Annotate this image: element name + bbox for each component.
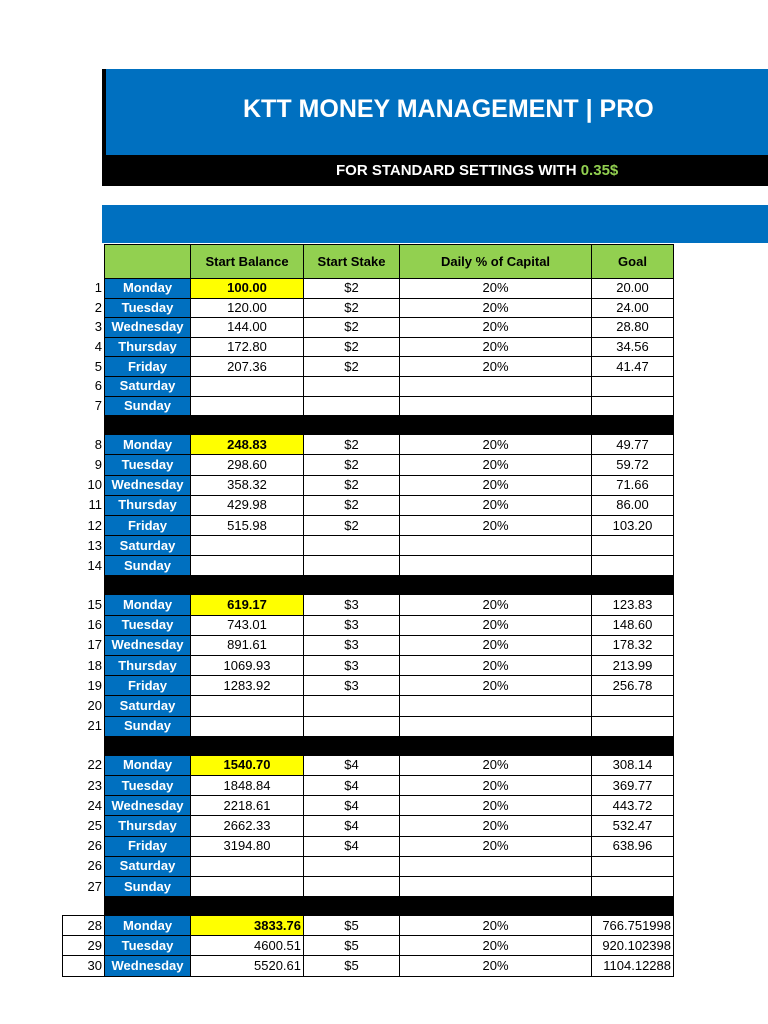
goal-cell: 1104.12288	[592, 956, 674, 976]
row-number: 19	[87, 677, 102, 693]
week-separator	[63, 416, 674, 435]
separator-cell	[105, 897, 191, 916]
start-balance-cell	[191, 856, 304, 876]
goal-cell: 34.56	[592, 337, 674, 357]
separator-cell	[191, 416, 304, 435]
start-balance-cell	[191, 536, 304, 556]
row-number: 7	[94, 397, 102, 413]
separator-cell	[304, 736, 400, 755]
goal-cell	[592, 536, 674, 556]
row-number: 24	[87, 797, 102, 813]
start-stake-cell: $2	[304, 455, 400, 475]
week-separator	[63, 736, 674, 755]
day-cell: Wednesday	[105, 956, 191, 976]
row-number: 8	[94, 436, 102, 452]
separator-cell	[400, 416, 592, 435]
row-number: 14	[87, 557, 102, 573]
goal-cell: 256.78	[592, 676, 674, 696]
day-cell: Tuesday	[105, 775, 191, 795]
goal-cell: 148.60	[592, 615, 674, 635]
separator-cell	[592, 576, 674, 595]
goal-cell	[592, 696, 674, 716]
start-balance-cell	[191, 876, 304, 896]
start-stake-cell	[304, 396, 400, 416]
start-stake-cell: $2	[304, 435, 400, 455]
start-stake-cell: $4	[304, 836, 400, 856]
header-row	[63, 245, 674, 279]
separator-cell	[191, 897, 304, 916]
start-balance-cell: 1540.70	[191, 755, 304, 775]
daily-percent-cell: 20%	[400, 755, 592, 775]
title-banner	[102, 69, 768, 155]
start-balance-cell: 515.98	[191, 515, 304, 535]
separator-cell	[105, 576, 191, 595]
start-stake-cell: $5	[304, 956, 400, 976]
start-stake-cell: $2	[304, 515, 400, 535]
start-balance-cell: 172.80	[191, 337, 304, 357]
goal-cell	[592, 396, 674, 416]
daily-percent-cell	[400, 856, 592, 876]
row-number: 25	[87, 817, 102, 833]
table-row	[63, 635, 674, 655]
table-row	[63, 696, 674, 716]
row-number: 6	[94, 378, 102, 394]
row-number: 16	[87, 617, 102, 633]
row-number: 17	[87, 637, 102, 653]
start-stake-cell: $5	[304, 936, 400, 956]
start-balance-cell: 891.61	[191, 635, 304, 655]
start-stake-cell	[304, 376, 400, 396]
table-row	[63, 836, 674, 856]
daily-percent-cell: 20%	[400, 775, 592, 795]
subtitle-bar	[102, 155, 768, 186]
start-stake-cell: $4	[304, 775, 400, 795]
separator-cell	[63, 736, 105, 755]
goal-cell: 443.72	[592, 796, 674, 816]
daily-percent-cell	[400, 396, 592, 416]
daily-percent-cell: 20%	[400, 357, 592, 377]
start-stake-cell: $2	[304, 475, 400, 495]
day-cell: Sunday	[105, 396, 191, 416]
start-balance-cell	[191, 556, 304, 576]
daily-percent-cell	[400, 376, 592, 396]
row-number: 5	[94, 358, 102, 374]
day-cell: Sunday	[105, 876, 191, 896]
daily-percent-cell: 20%	[400, 676, 592, 696]
row-number: 10	[87, 477, 102, 493]
start-balance-cell: 429.98	[191, 495, 304, 515]
table-row	[63, 515, 674, 535]
day-cell: Tuesday	[105, 455, 191, 475]
row-number-header	[63, 245, 105, 279]
row-number: 29	[63, 936, 105, 956]
day-cell: Thursday	[105, 816, 191, 836]
start-balance-cell: 248.83	[191, 435, 304, 455]
goal-cell: 920.102398	[592, 936, 674, 956]
goal-cell	[592, 556, 674, 576]
table-row	[63, 916, 674, 936]
start-stake-cell: $3	[304, 635, 400, 655]
start-balance-cell: 619.17	[191, 595, 304, 615]
separator-cell	[592, 897, 674, 916]
start-stake-cell: $2	[304, 337, 400, 357]
daily-percent-cell: 20%	[400, 337, 592, 357]
start-stake-cell	[304, 876, 400, 896]
daily-percent-cell: 20%	[400, 495, 592, 515]
daily-percent-cell: 20%	[400, 318, 592, 338]
page-title: KTT MONEY MANAGEMENT | PRO	[243, 95, 654, 123]
day-cell: Monday	[105, 595, 191, 615]
day-cell: Friday	[105, 357, 191, 377]
table-row	[63, 755, 674, 775]
daily-percent-cell	[400, 536, 592, 556]
separator-cell	[63, 576, 105, 595]
start-stake-cell: $2	[304, 318, 400, 338]
separator-cell	[592, 736, 674, 755]
daily-percent-cell: 20%	[400, 455, 592, 475]
table-row	[63, 298, 674, 318]
day-cell: Sunday	[105, 716, 191, 736]
daily-percent-cell: 20%	[400, 475, 592, 495]
table-row	[63, 775, 674, 795]
separator-cell	[105, 736, 191, 755]
goal-cell	[592, 876, 674, 896]
separator-cell	[63, 897, 105, 916]
table-row	[63, 615, 674, 635]
goal-cell: 369.77	[592, 775, 674, 795]
start-stake-cell: $2	[304, 279, 400, 299]
goal-cell: 532.47	[592, 816, 674, 836]
table-row	[63, 796, 674, 816]
day-cell: Friday	[105, 836, 191, 856]
start-stake-cell	[304, 856, 400, 876]
row-number: 21	[87, 718, 102, 734]
goal-cell: 766.751998	[592, 916, 674, 936]
table-row	[63, 536, 674, 556]
start-stake-cell	[304, 556, 400, 576]
row-number: 22	[87, 757, 102, 773]
table-row	[63, 936, 674, 956]
row-number: 30	[63, 956, 105, 976]
table-row	[63, 716, 674, 736]
row-number: 20	[87, 698, 102, 713]
start-balance-cell	[191, 396, 304, 416]
section-bar	[102, 205, 768, 243]
separator-cell	[304, 897, 400, 916]
daily-percent-cell: 20%	[400, 916, 592, 936]
goal-cell	[592, 856, 674, 876]
start-balance-cell: 743.01	[191, 615, 304, 635]
row-number: 11	[88, 497, 102, 513]
table-row	[63, 856, 674, 876]
table-row	[63, 337, 674, 357]
goal-cell: 24.00	[592, 298, 674, 318]
start-balance-cell: 207.36	[191, 357, 304, 377]
goal-cell: 71.66	[592, 475, 674, 495]
row-number: 18	[87, 657, 102, 673]
daily-percent-cell: 20%	[400, 279, 592, 299]
column-header: Start Balance	[191, 245, 304, 279]
day-cell: Wednesday	[105, 318, 191, 338]
day-cell: Friday	[105, 676, 191, 696]
separator-cell	[592, 416, 674, 435]
goal-cell: 20.00	[592, 279, 674, 299]
row-number: 13	[87, 537, 102, 553]
table-row	[63, 357, 674, 377]
daily-percent-cell	[400, 876, 592, 896]
start-stake-cell: $4	[304, 755, 400, 775]
start-stake-cell: $3	[304, 656, 400, 676]
row-number: 26	[87, 838, 102, 854]
table-row	[63, 376, 674, 396]
daily-percent-cell: 20%	[400, 956, 592, 976]
day-cell: Saturday	[105, 536, 191, 556]
day-header	[105, 245, 191, 279]
row-number: 3	[94, 319, 102, 335]
separator-cell	[400, 736, 592, 755]
start-balance-cell	[191, 716, 304, 736]
start-stake-cell: $2	[304, 495, 400, 515]
separator-cell	[191, 736, 304, 755]
day-cell: Wednesday	[105, 635, 191, 655]
row-number: 26	[87, 858, 102, 874]
daily-percent-cell: 20%	[400, 796, 592, 816]
table-row	[63, 396, 674, 416]
table-row	[63, 656, 674, 676]
goal-cell: 178.32	[592, 635, 674, 655]
day-cell: Monday	[105, 916, 191, 936]
table-row	[63, 556, 674, 576]
start-stake-cell: $3	[304, 595, 400, 615]
day-cell: Saturday	[105, 376, 191, 396]
separator-cell	[400, 576, 592, 595]
day-cell: Saturday	[105, 696, 191, 716]
day-cell: Thursday	[105, 495, 191, 515]
table-row	[63, 455, 674, 475]
column-header: Start Stake	[304, 245, 400, 279]
start-balance-cell: 1069.93	[191, 656, 304, 676]
separator-cell	[191, 576, 304, 595]
separator-cell	[400, 897, 592, 916]
day-cell: Sunday	[105, 556, 191, 576]
separator-cell	[63, 416, 105, 435]
table-row	[63, 279, 674, 299]
goal-cell: 638.96	[592, 836, 674, 856]
daily-percent-cell: 20%	[400, 515, 592, 535]
start-stake-cell: $5	[304, 916, 400, 936]
week-separator	[63, 576, 674, 595]
table-row	[63, 475, 674, 495]
start-balance-cell: 5520.61	[191, 956, 304, 976]
daily-percent-cell	[400, 716, 592, 736]
row-number: 9	[94, 456, 102, 472]
daily-percent-cell: 20%	[400, 836, 592, 856]
separator-cell	[105, 416, 191, 435]
start-balance-cell: 100.00	[191, 279, 304, 299]
table-row	[63, 956, 674, 976]
daily-percent-cell: 20%	[400, 298, 592, 318]
column-header: Daily % of Capital	[400, 245, 592, 279]
day-cell: Thursday	[105, 656, 191, 676]
start-balance-cell: 298.60	[191, 455, 304, 475]
goal-cell	[592, 376, 674, 396]
row-number: 23	[87, 777, 102, 793]
start-stake-cell	[304, 696, 400, 716]
row-number: 1	[94, 280, 102, 296]
start-balance-cell	[191, 376, 304, 396]
goal-cell: 86.00	[592, 495, 674, 515]
start-stake-cell: $2	[304, 357, 400, 377]
goal-cell: 103.20	[592, 515, 674, 535]
goal-cell: 123.83	[592, 595, 674, 615]
start-balance-cell: 4600.51	[191, 936, 304, 956]
start-balance-cell	[191, 696, 304, 716]
day-cell: Monday	[105, 755, 191, 775]
day-cell: Monday	[105, 435, 191, 455]
daily-percent-cell	[400, 696, 592, 716]
column-header: Goal	[592, 245, 674, 279]
row-number: 4	[94, 339, 102, 355]
goal-cell: 28.80	[592, 318, 674, 338]
money-management-table	[62, 244, 674, 977]
day-cell: Friday	[105, 515, 191, 535]
subtitle-highlight: 0.35$	[580, 162, 619, 179]
day-cell: Monday	[105, 279, 191, 299]
row-number: 12	[87, 517, 102, 533]
goal-cell: 49.77	[592, 435, 674, 455]
start-stake-cell: $3	[304, 615, 400, 635]
subtitle-prefix: FOR STANDARD SETTINGS WITH	[336, 162, 581, 179]
day-cell: Wednesday	[105, 475, 191, 495]
daily-percent-cell: 20%	[400, 615, 592, 635]
table-row	[63, 318, 674, 338]
start-stake-cell	[304, 716, 400, 736]
day-cell: Thursday	[105, 337, 191, 357]
row-number: 28	[63, 916, 105, 936]
daily-percent-cell: 20%	[400, 816, 592, 836]
week-separator	[63, 897, 674, 916]
row-number: 15	[87, 597, 102, 613]
day-cell: Tuesday	[105, 936, 191, 956]
table-row	[63, 495, 674, 515]
start-stake-cell: $2	[304, 298, 400, 318]
start-balance-cell: 120.00	[191, 298, 304, 318]
row-number: 27	[87, 878, 102, 894]
daily-percent-cell: 20%	[400, 656, 592, 676]
start-balance-cell: 3833.76	[191, 916, 304, 936]
start-stake-cell: $4	[304, 816, 400, 836]
separator-cell	[304, 416, 400, 435]
goal-cell: 59.72	[592, 455, 674, 475]
day-cell: Wednesday	[105, 796, 191, 816]
start-balance-cell: 358.32	[191, 475, 304, 495]
daily-percent-cell: 20%	[400, 435, 592, 455]
goal-cell: 41.47	[592, 357, 674, 377]
start-balance-cell: 2218.61	[191, 796, 304, 816]
row-number: 2	[94, 299, 102, 315]
table-row	[63, 676, 674, 696]
table-row	[63, 816, 674, 836]
daily-percent-cell	[400, 556, 592, 576]
daily-percent-cell: 20%	[400, 595, 592, 615]
goal-cell	[592, 716, 674, 736]
table-row	[63, 876, 674, 896]
start-stake-cell	[304, 536, 400, 556]
start-balance-cell: 3194.80	[191, 836, 304, 856]
daily-percent-cell: 20%	[400, 635, 592, 655]
table-row	[63, 435, 674, 455]
start-balance-cell: 144.00	[191, 318, 304, 338]
goal-cell: 308.14	[592, 755, 674, 775]
table-row	[63, 595, 674, 615]
start-balance-cell: 2662.33	[191, 816, 304, 836]
goal-cell: 213.99	[592, 656, 674, 676]
separator-cell	[304, 576, 400, 595]
start-balance-cell: 1283.92	[191, 676, 304, 696]
day-cell: Saturday	[105, 856, 191, 876]
start-stake-cell: $4	[304, 796, 400, 816]
subtitle	[336, 162, 618, 179]
day-cell: Tuesday	[105, 615, 191, 635]
start-stake-cell: $3	[304, 676, 400, 696]
day-cell: Tuesday	[105, 298, 191, 318]
daily-percent-cell: 20%	[400, 936, 592, 956]
start-balance-cell: 1848.84	[191, 775, 304, 795]
